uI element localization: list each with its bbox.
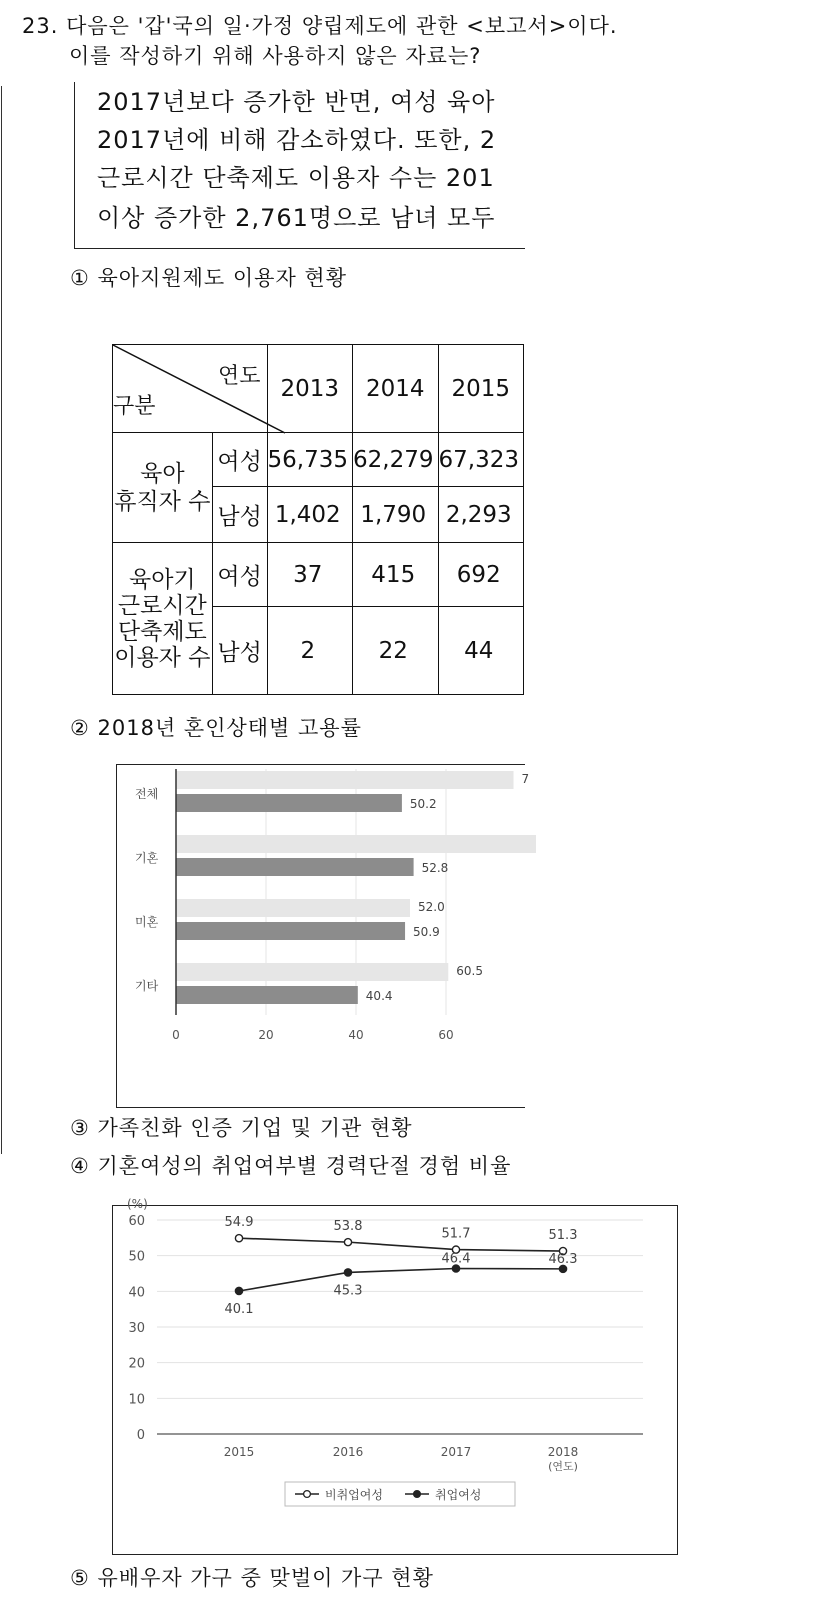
x-tick-label: 2016 (332, 1445, 364, 1459)
y-tick-label: 10 (128, 1392, 145, 1408)
series-point (235, 1235, 242, 1242)
childcare-table-wrap (112, 344, 524, 706)
employment-bar-chart-wrap (116, 764, 530, 1108)
childcare-table (112, 344, 524, 695)
bar (176, 858, 414, 876)
table-cell: 415 (353, 543, 438, 607)
career-break-line-chart-wrap (112, 1197, 678, 1555)
data-label: 45.3 (333, 1283, 363, 1299)
report-line: 근로시간 단축제도 이용자 수는 201 (97, 164, 495, 192)
left-margin-line (1, 86, 2, 1154)
data-label: 52.8 (421, 861, 449, 875)
series-line (239, 1238, 563, 1251)
x-tick-label: 0 (172, 1028, 180, 1042)
legend-label: 비취업여성 (325, 1488, 383, 1502)
sex-label: 남성 (212, 607, 267, 695)
group-label-leave (113, 433, 213, 543)
bar (176, 835, 536, 853)
y-tick-label: 60 (128, 1214, 145, 1229)
table-corner-header (113, 345, 268, 433)
employment-bar-chart (117, 765, 537, 1107)
report-line: 2017년에 비해 감소하였다. 또한, 2 (97, 126, 497, 154)
data-label: 51.3 (548, 1228, 578, 1244)
category-label: 미혼 (135, 915, 159, 929)
series-line (239, 1269, 563, 1291)
table-cell: 2,293 (438, 487, 524, 543)
group-label-line: 육아 (140, 460, 185, 487)
y-tick-label: 20 (128, 1356, 145, 1372)
bar (176, 794, 402, 812)
sex-label: 여성 (212, 543, 267, 607)
bar (176, 922, 405, 940)
option-1-label: ① 육아지원제도 이용자 현황 (70, 266, 347, 290)
x-tick-label: 60 (438, 1028, 454, 1042)
data-label: 40.4 (365, 989, 393, 1003)
data-label: 40.1 (224, 1301, 254, 1317)
category-label: 기타 (135, 979, 159, 993)
data-label: 50.2 (409, 797, 437, 811)
question-line-1: 23. 다음은 '갑'국의 일·가정 양립제도에 관한 <보고서>이다. (22, 14, 618, 38)
legend-label: 취업여성 (435, 1488, 482, 1502)
y-tick-label: 30 (128, 1321, 145, 1336)
table-cell: 1,790 (353, 487, 438, 543)
x-tick-label: 20 (258, 1028, 274, 1042)
data-label: 51.7 (441, 1226, 471, 1242)
table-cell: 56,735 (267, 433, 352, 487)
data-label: 46.4 (441, 1251, 471, 1267)
table-cell: 44 (438, 607, 524, 695)
group-label-line: 육아기 (129, 566, 196, 593)
year-header: 2013 (267, 345, 352, 433)
x-tick-label: 2017 (440, 1445, 472, 1459)
y-tick-label: 40 (128, 1285, 145, 1301)
x-tick-label: 40 (348, 1028, 364, 1042)
legend-marker (414, 1491, 421, 1498)
y-tick-label: 0 (136, 1428, 145, 1443)
group-label-line: 이용자 수 (114, 644, 211, 671)
option-4-label: ④ 기혼여성의 취업여부별 경력단절 경험 비율 (70, 1154, 512, 1178)
table-cell: 692 (438, 543, 524, 607)
report-line: 2017년보다 증가한 반면, 여성 육아 (97, 88, 496, 116)
bar (176, 899, 410, 917)
group-label-shortwork (113, 543, 213, 695)
data-label: 53.8 (333, 1219, 363, 1235)
series-point (344, 1269, 351, 1276)
option-2-label: ② 2018년 혼인상태별 고용률 (70, 716, 362, 740)
sex-label: 여성 (212, 433, 267, 487)
series-point (344, 1239, 351, 1246)
table-cell: 62,279 (353, 433, 438, 487)
x-unit-label: (연도) (548, 1460, 578, 1473)
category-label: 기혼 (135, 851, 159, 865)
table-cell: 37 (267, 543, 352, 607)
table-cell: 22 (353, 607, 438, 695)
data-label: 52.0 (418, 900, 445, 914)
sex-label: 남성 (212, 487, 267, 543)
year-header: 2014 (353, 345, 438, 433)
data-label: 50.9 (413, 925, 440, 939)
data-label: 54.9 (224, 1215, 254, 1231)
corner-year-label: 연도 (218, 364, 261, 389)
group-label-line: 근로시간 (117, 592, 207, 619)
option-5-label: ⑤ 유배우자 가구 중 맞벌이 가구 현황 (70, 1566, 434, 1590)
table-cell: 67,323 (438, 433, 524, 487)
career-break-line-chart (113, 1197, 677, 1554)
data-label: 60.5 (456, 964, 483, 978)
question-line-2: 이를 작성하기 위해 사용하지 않은 자료는? (69, 44, 482, 68)
bar (176, 986, 358, 1004)
x-tick-label: 2018 (547, 1445, 579, 1459)
x-tick-label: 2015 (223, 1445, 255, 1459)
corner-category-label: 구분 (113, 394, 156, 419)
category-label: 전체 (135, 787, 159, 801)
bar (176, 771, 514, 789)
bar (176, 963, 448, 981)
group-label-line: 휴직자 수 (114, 488, 211, 515)
y-tick-label: 50 (128, 1249, 145, 1265)
table-cell: 1,402 (267, 487, 352, 543)
year-header: 2015 (438, 345, 524, 433)
table-cell: 2 (267, 607, 352, 695)
legend-marker (304, 1491, 311, 1498)
y-unit-label: (%) (127, 1197, 148, 1211)
report-line: 이상 증가한 2,761명으로 남녀 모두 (97, 204, 496, 232)
report-box (74, 82, 525, 249)
data-label: 46.3 (548, 1251, 578, 1267)
data-label: 7 (521, 772, 530, 786)
series-point (235, 1287, 242, 1294)
group-label-line: 단축제도 (117, 618, 207, 645)
option-3-label: ③ 가족친화 인증 기업 및 기관 현황 (70, 1116, 413, 1140)
